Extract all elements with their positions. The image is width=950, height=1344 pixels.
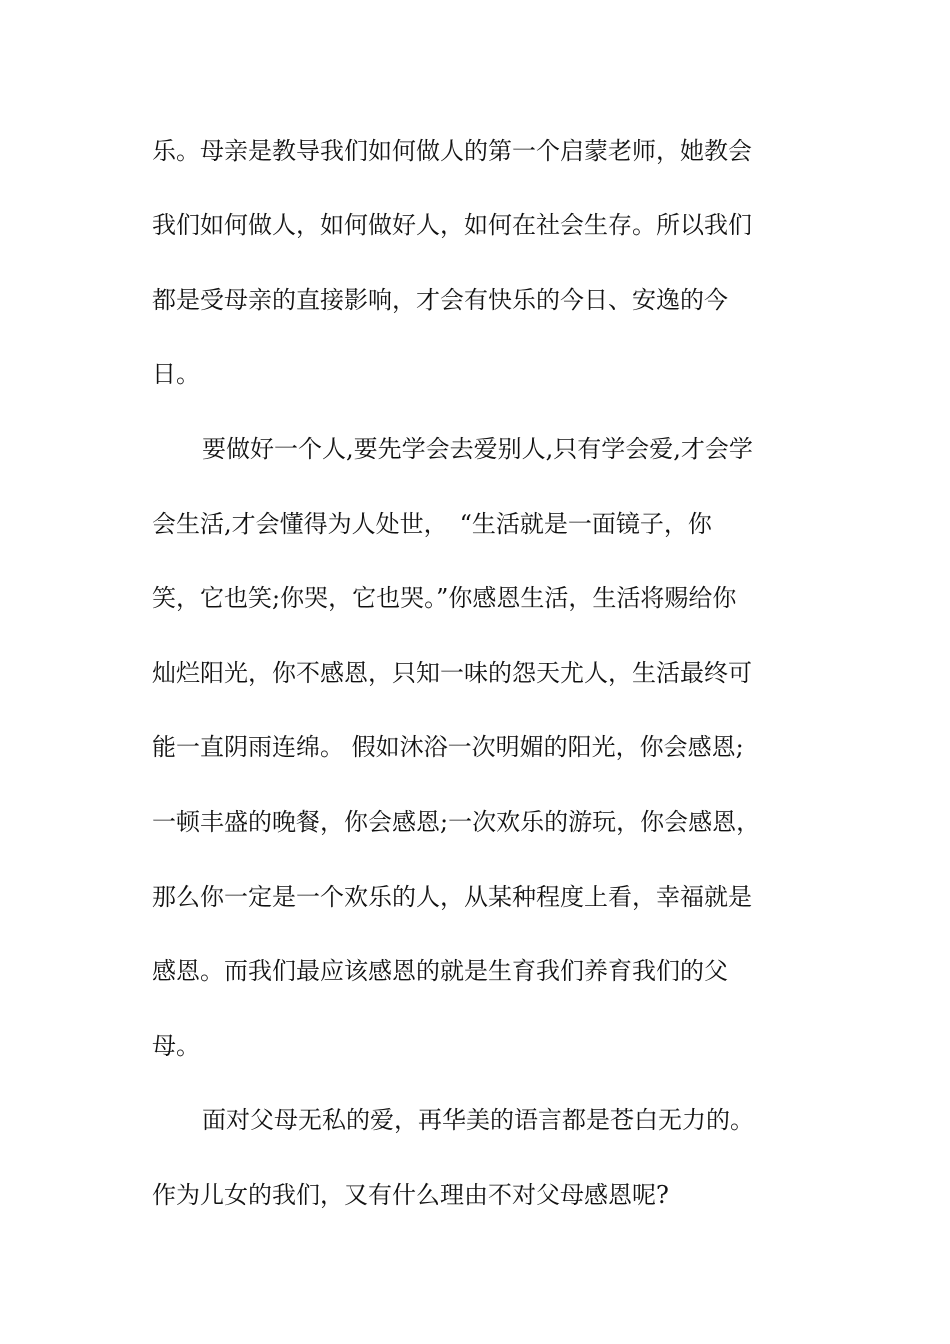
text-line: 我们如何做人，如何做好人，如何在社会生存。所以我们 (152, 211, 752, 239)
text-line: 灿烂阳光，你不感恩，只知一味的怨天尤人，生活最终可 (152, 659, 752, 687)
text-line: 作为儿女的我们，又有什么理由不对父母感恩呢? (152, 1181, 669, 1209)
text-line: 能一直阴雨连绵。 假如沐浴一次明媚的阳光，你会感恩; (152, 733, 744, 761)
text-line: 一顿丰盛的晚餐，你会感恩;一次欢乐的游玩，你会感恩， (152, 808, 761, 836)
text-line: 要做好一个人,要先学会去爱别人,只有学会爱,才会学 (202, 435, 753, 463)
text-line: 那么你一定是一个欢乐的人，从某种程度上看，幸福就是 (152, 883, 752, 911)
text-line: 会生活,才会懂得为人处世， “生活就是一面镜子，你 (152, 510, 712, 538)
text-line: 笑，它也笑;你哭，它也哭。”你感恩生活，生活将赐给你 (152, 584, 737, 612)
text-line: 都是受母亲的直接影响，才会有快乐的今日、安逸的今 (152, 286, 728, 314)
text-line: 乐。母亲是教导我们如何做人的第一个启蒙老师，她教会 (152, 137, 752, 165)
text-line: 日。 (152, 360, 200, 388)
text-line: 母。 (152, 1032, 200, 1060)
text-line: 面对父母无私的爱，再华美的语言都是苍白无力的。 (202, 1106, 754, 1134)
text-line: 感恩。而我们最应该感恩的就是生育我们养育我们的父 (152, 957, 728, 985)
